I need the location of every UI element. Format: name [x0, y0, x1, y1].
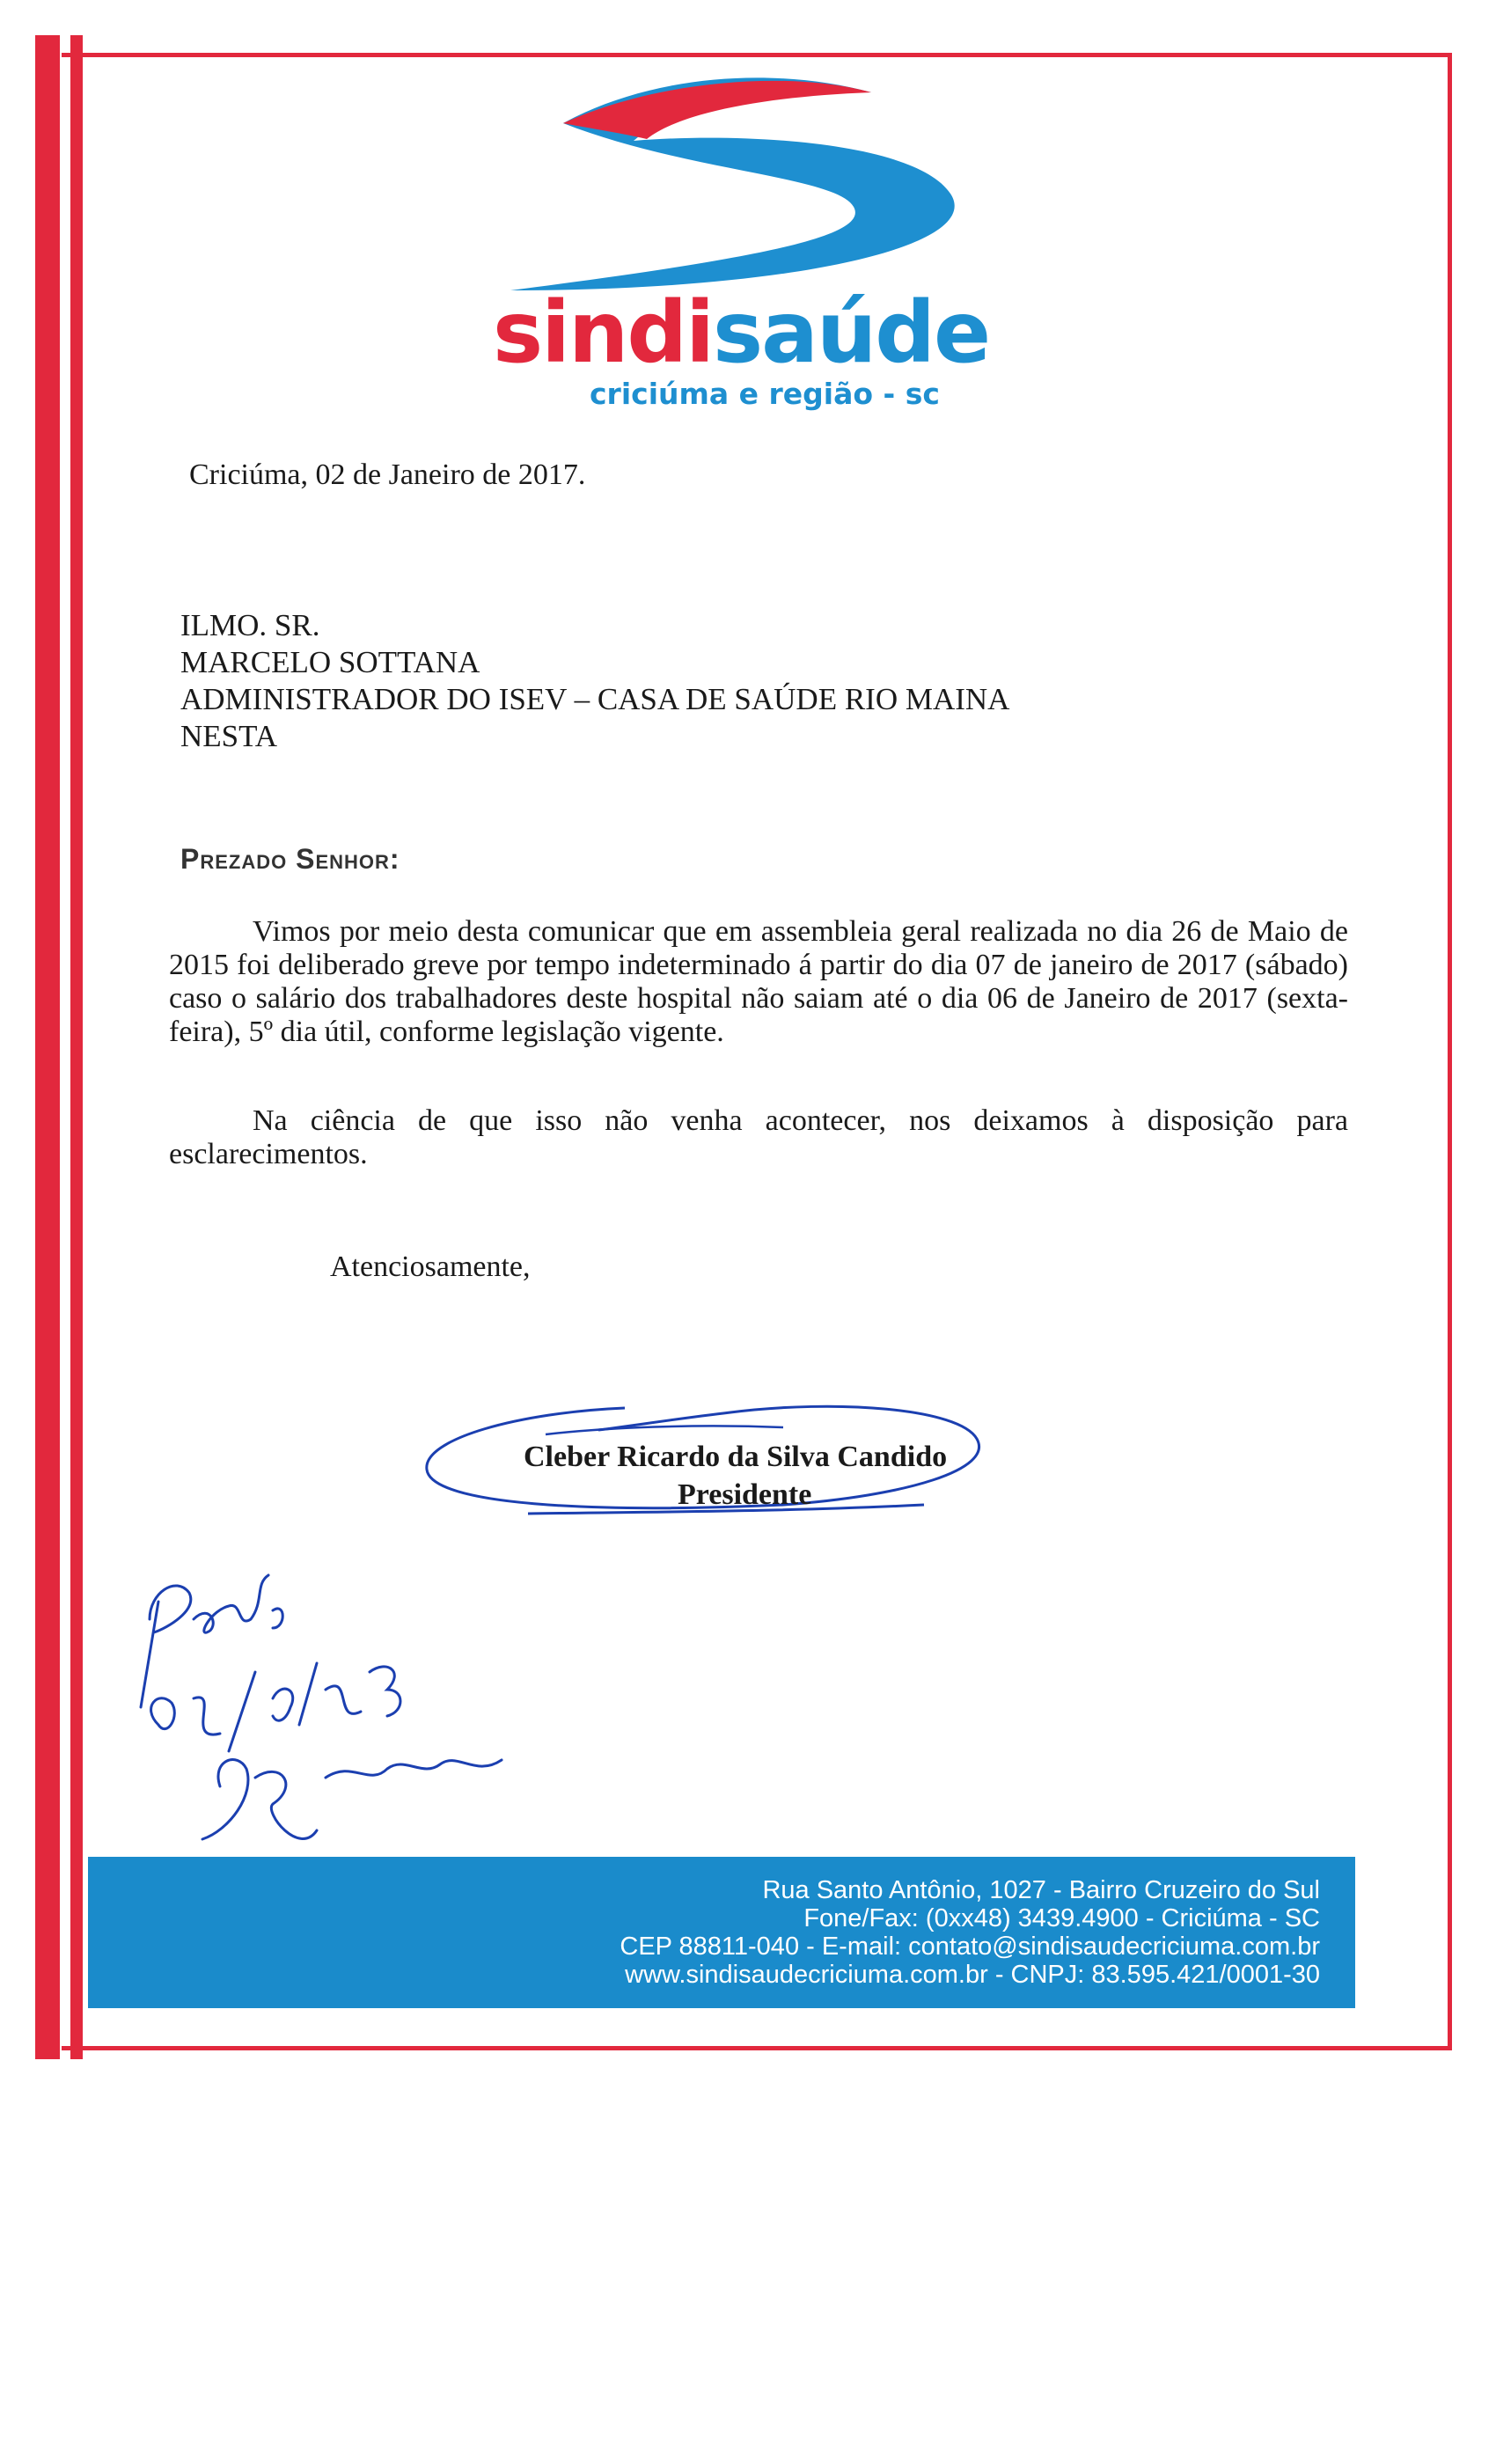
footer-phone: Fone/Fax: (0xx48) 3439.4900 - Criciúma - SC [803, 1904, 1320, 1932]
footer-contact-lines [264, 1876, 1320, 1989]
footer-contact-band [88, 1857, 1355, 2008]
frame-top-border [62, 53, 1452, 57]
left-red-stripe [70, 35, 83, 2059]
recipient-line: ADMINISTRADOR DO ISEV – CASA DE SAÚDE RIO MAINA [180, 682, 1010, 716]
logo-swoosh-icon [458, 70, 1038, 299]
logo-tagline: criciúma e região - sc [590, 377, 940, 411]
left-red-bar [35, 35, 60, 2059]
footer-email: CEP 88811-040 - E-mail: contato@sindisaudecriciuma.com.br [620, 1932, 1320, 1961]
signatory-title: Presidente [678, 1478, 812, 1511]
frame-right-border [1448, 53, 1452, 2050]
closing: Atenciosamente, [330, 1250, 531, 1283]
footer-address: Rua Santo Antônio, 1027 - Bairro Cruzeiro do Sul [762, 1876, 1320, 1904]
recipient-block [180, 607, 1148, 755]
date-line: Criciúma, 02 de Janeiro de 2017. [189, 458, 586, 491]
recipient-line: NESTA [180, 719, 277, 753]
footer-website: www.sindisaudecriciuma.com.br - CNPJ: 83.595.421/0001-30 [625, 1961, 1320, 1989]
frame-bottom-border [62, 2046, 1452, 2050]
recipient-line: ILMO. SR. [180, 608, 320, 642]
signatory-name: Cleber Ricardo da Silva Candido [524, 1441, 948, 1473]
body-paragraph: Vimos por meio desta comunicar que em assembleia geral realizada no dia 26 de Maio de 2015 foi deliberado greve por tempo indeterminado á partir do dia 07 de janeiro de 2017 (sábado) caso o salário dos trabalhadores deste hospital não saiam até o dia 06 de Janeiro de 2017 (sexta-feira), 5º dia útil, conforme legislação vigente. [169, 915, 1348, 1048]
logo-wordmark [493, 283, 1038, 382]
greeting: Prezado Senhor: [180, 843, 400, 875]
logo-wordmark-sindi: sindi [493, 283, 714, 382]
handwritten-receipt-icon [123, 1566, 528, 1874]
body-paragraph: Na ciência de que isso não venha acontecer, nos deixamos à disposição para esclarecimentos. [169, 1104, 1348, 1170]
logo-wordmark-saude: saúde [713, 283, 990, 382]
recipient-line: MARCELO SOTTANA [180, 645, 480, 679]
